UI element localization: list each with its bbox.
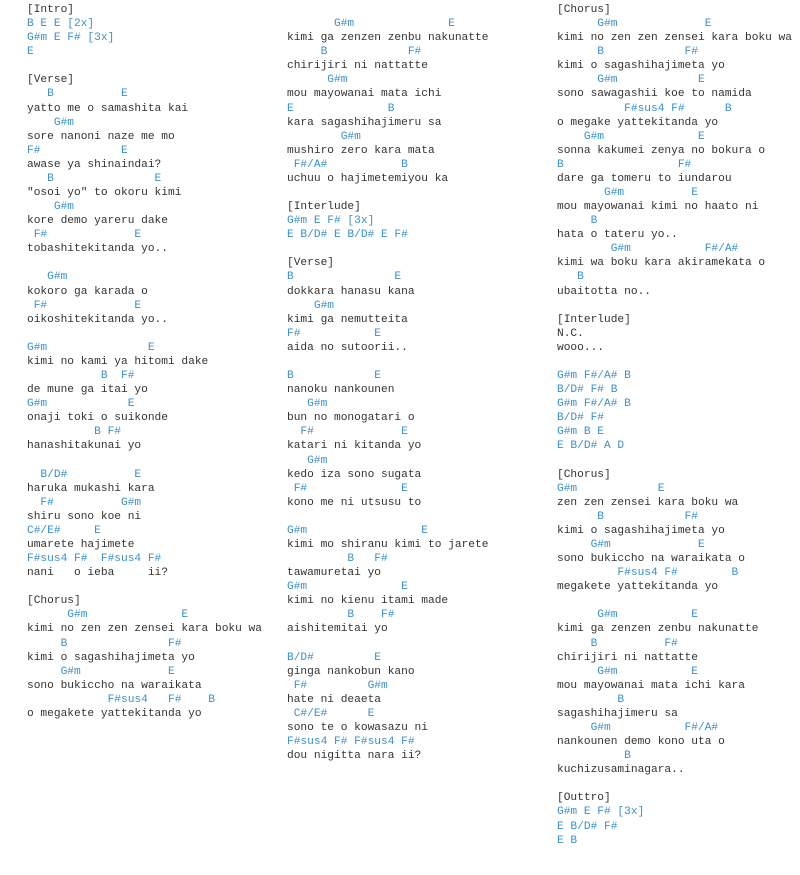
chord-line: B [557, 271, 584, 284]
chord-line: F#sus4 F# B [557, 567, 739, 580]
chord-line: B F# [557, 637, 678, 650]
chord-line: G#m [27, 201, 74, 214]
lyric-line: wooo... [557, 341, 604, 354]
lyric-line: [Chorus] [557, 468, 611, 481]
blank-line [27, 580, 277, 594]
chord-line: G#m F#/A# B [557, 398, 631, 411]
blank-line [557, 777, 797, 791]
lyric-line: zen zen zensei kara boku wa [557, 496, 739, 509]
chord-line: B F# [557, 158, 692, 171]
chord-line: G#m E [287, 581, 408, 594]
blank-line [287, 3, 547, 17]
lyric-line: kimi mo shiranu kimi to jarete [287, 538, 489, 551]
lyric-line: chirijiri ni nattatte [557, 651, 698, 664]
lyric-line: [Chorus] [27, 595, 81, 608]
lyric-line: chirijiri ni nattatte [287, 60, 428, 73]
lyric-line: ubaitotta no.. [557, 285, 651, 298]
chord-line: E B/D# F# [557, 820, 618, 833]
lyric-line: tobashitekitanda yo.. [27, 243, 168, 256]
lyric-line: kimi o sagashihajimeta yo [557, 524, 725, 537]
lyric-line: sonna kakumei zenya no bokura o [557, 144, 766, 157]
chord-line: G#m F#/A# B [557, 370, 631, 383]
lyrics-column-3 [557, 3, 797, 848]
chord-line: B E [287, 370, 381, 383]
blank-line [287, 510, 547, 524]
lyric-line: kimi ga nemutteita [287, 313, 408, 326]
chord-line: B [557, 693, 625, 706]
lyric-line: dokkara hanasu kana [287, 285, 415, 298]
lyric-line: shiru sono koe ni [27, 510, 142, 523]
blank-line [27, 454, 277, 468]
blank-line [287, 242, 547, 256]
lyric-line: kimi ga zenzen zenbu nakunatte [557, 623, 759, 636]
chord-line: G#m E [27, 609, 189, 622]
chord-line: B/D# F# B [557, 384, 618, 397]
chord-line: B F# [27, 637, 182, 650]
chord-line: B E [287, 271, 402, 284]
chord-line: G#m E [557, 665, 698, 678]
blank-line [287, 355, 547, 369]
chord-line: E B [557, 834, 578, 847]
chord-line: B F# [287, 553, 388, 566]
chord-line: B F# [557, 46, 698, 59]
chord-line: F#/A# B [287, 158, 408, 171]
lyric-line: sono te o kowasazu ni [287, 721, 428, 734]
chord-line: F# E [27, 299, 142, 312]
lyric-line: kimi o sagashihajimeta yo [27, 651, 195, 664]
lyric-line: dou nigitta nara ii? [287, 750, 422, 763]
blank-line [557, 355, 797, 369]
lyric-line: kedo iza sono sugata [287, 468, 422, 481]
lyric-line: sagashihajimeru sa [557, 707, 678, 720]
chord-line: B F# [27, 370, 135, 383]
chord-line: F# E [287, 482, 408, 495]
chord-line: B E [27, 88, 128, 101]
chord-line: G#m B E [557, 426, 604, 439]
chord-line: B F# [287, 609, 395, 622]
chord-line: G#m E F# [3x] [557, 806, 645, 819]
blank-line [27, 327, 277, 341]
chord-line: G#m E [557, 18, 712, 31]
lyric-line: oikoshitekitanda yo.. [27, 313, 168, 326]
lyric-line: kokoro ga karada o [27, 285, 148, 298]
lyric-line: katari ni kitanda yo [287, 440, 422, 453]
chord-line: B E E [2x] [27, 18, 95, 31]
lyric-line: uchuu o hajimetemiyou ka [287, 172, 449, 185]
lyric-line: [Chorus] [557, 4, 611, 16]
lyric-line: mou mayowanai mata ichi kara [557, 679, 745, 692]
chord-line: G#m E [557, 187, 698, 200]
blank-line [27, 59, 277, 73]
chord-line: F#sus4 F# F#sus4 F# [27, 553, 162, 566]
lyric-line: kimi o sagashihajimeta yo [557, 60, 725, 73]
chord-line: B F# [287, 46, 422, 59]
chord-line: E [27, 46, 34, 59]
lyric-line: kimi wa boku kara akiramekata o [557, 257, 766, 270]
chord-line: B F# [557, 510, 698, 523]
chord-line: G#m [287, 454, 328, 467]
lyric-line: [Verse] [27, 74, 74, 87]
chord-line: B/D# F# [557, 412, 604, 425]
lyric-line: nankounen demo kono uta o [557, 736, 725, 749]
lyric-line: ginga nankobun kano [287, 665, 415, 678]
chord-line: G#m E [27, 398, 135, 411]
chord-line: F#sus4 F# B [557, 102, 732, 115]
chord-line: G#m E F# [3x] [27, 32, 115, 45]
lyric-line: umarete hajimete [27, 538, 135, 551]
lyrics-column-2 [287, 3, 547, 763]
blank-line [557, 299, 797, 313]
lyric-line: o megakete yattekitanda yo [27, 707, 202, 720]
chord-line: G#m E [287, 18, 455, 31]
chord-line: B/D# E [27, 468, 142, 481]
chord-line: C#/E# E [287, 707, 375, 720]
chord-line: G#m E [557, 74, 705, 87]
chord-line: G#m [287, 130, 361, 143]
chord-line: B [557, 215, 598, 228]
lyric-line: de mune ga itai yo [27, 384, 148, 397]
chord-line: E B/D# E B/D# E F# [287, 229, 408, 242]
lyric-line: nanoku nankounen [287, 384, 395, 397]
chord-line: B F# [27, 426, 121, 439]
chord-line: G#m E [557, 482, 665, 495]
lyric-line: bun no monogatari o [287, 412, 415, 425]
lyric-line: mou mayowanai kimi no haato ni [557, 201, 759, 214]
lyric-line: mushiro zero kara mata [287, 144, 435, 157]
blank-line [557, 454, 797, 468]
chord-line: G#m E [287, 524, 428, 537]
chord-line: F# G#m [287, 679, 388, 692]
lyric-line: [Interlude] [287, 201, 361, 214]
lyric-line: "osoi yo" to okoru kimi [27, 187, 182, 200]
chord-line: F# E [27, 229, 142, 242]
lyric-line: kimi no kienu itami made [287, 595, 449, 608]
chord-line: B [557, 750, 631, 763]
chord-line: F# G#m [27, 496, 142, 509]
lyric-line: kara sagashihajimeru sa [287, 116, 442, 129]
chord-line: G#m [287, 398, 328, 411]
lyric-line: [Intro] [27, 4, 74, 16]
blank-line [287, 186, 547, 200]
lyric-line: kore demo yareru dake [27, 215, 168, 228]
lyric-line: aida no sutoorii.. [287, 341, 408, 354]
lyric-line: aishitemitai yo [287, 623, 388, 636]
chord-line: F# E [287, 327, 381, 340]
chord-line: G#m E [27, 341, 155, 354]
blank-line [287, 637, 547, 651]
chord-line: F# E [27, 144, 128, 157]
lyric-line: sono sawagashii koe to namida [557, 88, 752, 101]
lyric-line: yatto me o samashita kai [27, 102, 189, 115]
lyric-line: [Outtro] [557, 792, 611, 805]
lyric-line: sono bukiccho na waraikata [27, 679, 202, 692]
blank-line [27, 256, 277, 270]
lyrics-column-1 [27, 3, 277, 721]
lyric-line: kimi no kami ya hitomi dake [27, 355, 209, 368]
lyric-line: hanashitakunai yo [27, 440, 142, 453]
chord-line: G#m [287, 299, 334, 312]
lyric-line: hate ni deaeta [287, 693, 381, 706]
lyric-line: tawamuretai yo [287, 567, 381, 580]
lyric-line: [Verse] [287, 257, 334, 270]
chord-line: G#m [287, 74, 348, 87]
chord-line: G#m [27, 116, 74, 129]
chord-line: F# E [287, 426, 408, 439]
lyric-line: kimi no zen zen zensei kara boku wa [557, 32, 792, 45]
lyric-line: megakete yattekitanda yo [557, 581, 719, 594]
lyric-line: haruka mukashi kara [27, 482, 155, 495]
lyric-line: kimi ga zenzen zenbu nakunatte [287, 32, 489, 45]
chord-line: G#m F#/A# [557, 721, 719, 734]
chord-line: E B/D# A D [557, 440, 625, 453]
lyric-line: N.C. [557, 327, 584, 340]
lyric-line: o megake yattekitanda yo [557, 116, 719, 129]
chord-line: G#m E [557, 130, 705, 143]
lyric-line: dare ga tomeru to iundarou [557, 172, 732, 185]
lyric-line: awase ya shinaindai? [27, 158, 162, 171]
chord-line: F#sus4 F# F#sus4 F# [287, 736, 415, 749]
chord-line: G#m E [557, 538, 705, 551]
lyric-line: [Interlude] [557, 313, 631, 326]
lyric-line: kimi no zen zen zensei kara boku wa [27, 623, 262, 636]
chord-line: G#m E [557, 609, 698, 622]
chord-line: G#m E F# [3x] [287, 215, 375, 228]
lyric-line: hata o tateru yo.. [557, 229, 678, 242]
blank-line [557, 594, 797, 608]
lyric-line: onaji toki o suikonde [27, 412, 168, 425]
chord-line: E B [287, 102, 395, 115]
lyric-line: sore nanoni naze me mo [27, 130, 175, 143]
chord-line: B/D# E [287, 651, 381, 664]
lyric-line: kuchizusaminagara.. [557, 764, 685, 777]
lyric-line: mou mayowanai mata ichi [287, 88, 442, 101]
chord-line: G#m E [27, 665, 175, 678]
chord-line: B E [27, 172, 162, 185]
chord-line: C#/E# E [27, 524, 101, 537]
chord-line: G#m [27, 271, 68, 284]
chord-line: F#sus4 F# B [27, 693, 215, 706]
lyric-line: sono bukiccho na waraikata o [557, 553, 745, 566]
chord-line: G#m F#/A# [557, 243, 739, 256]
lyric-line: kono me ni utsusu to [287, 496, 422, 509]
lyric-line: nani o ieba ii? [27, 567, 168, 580]
